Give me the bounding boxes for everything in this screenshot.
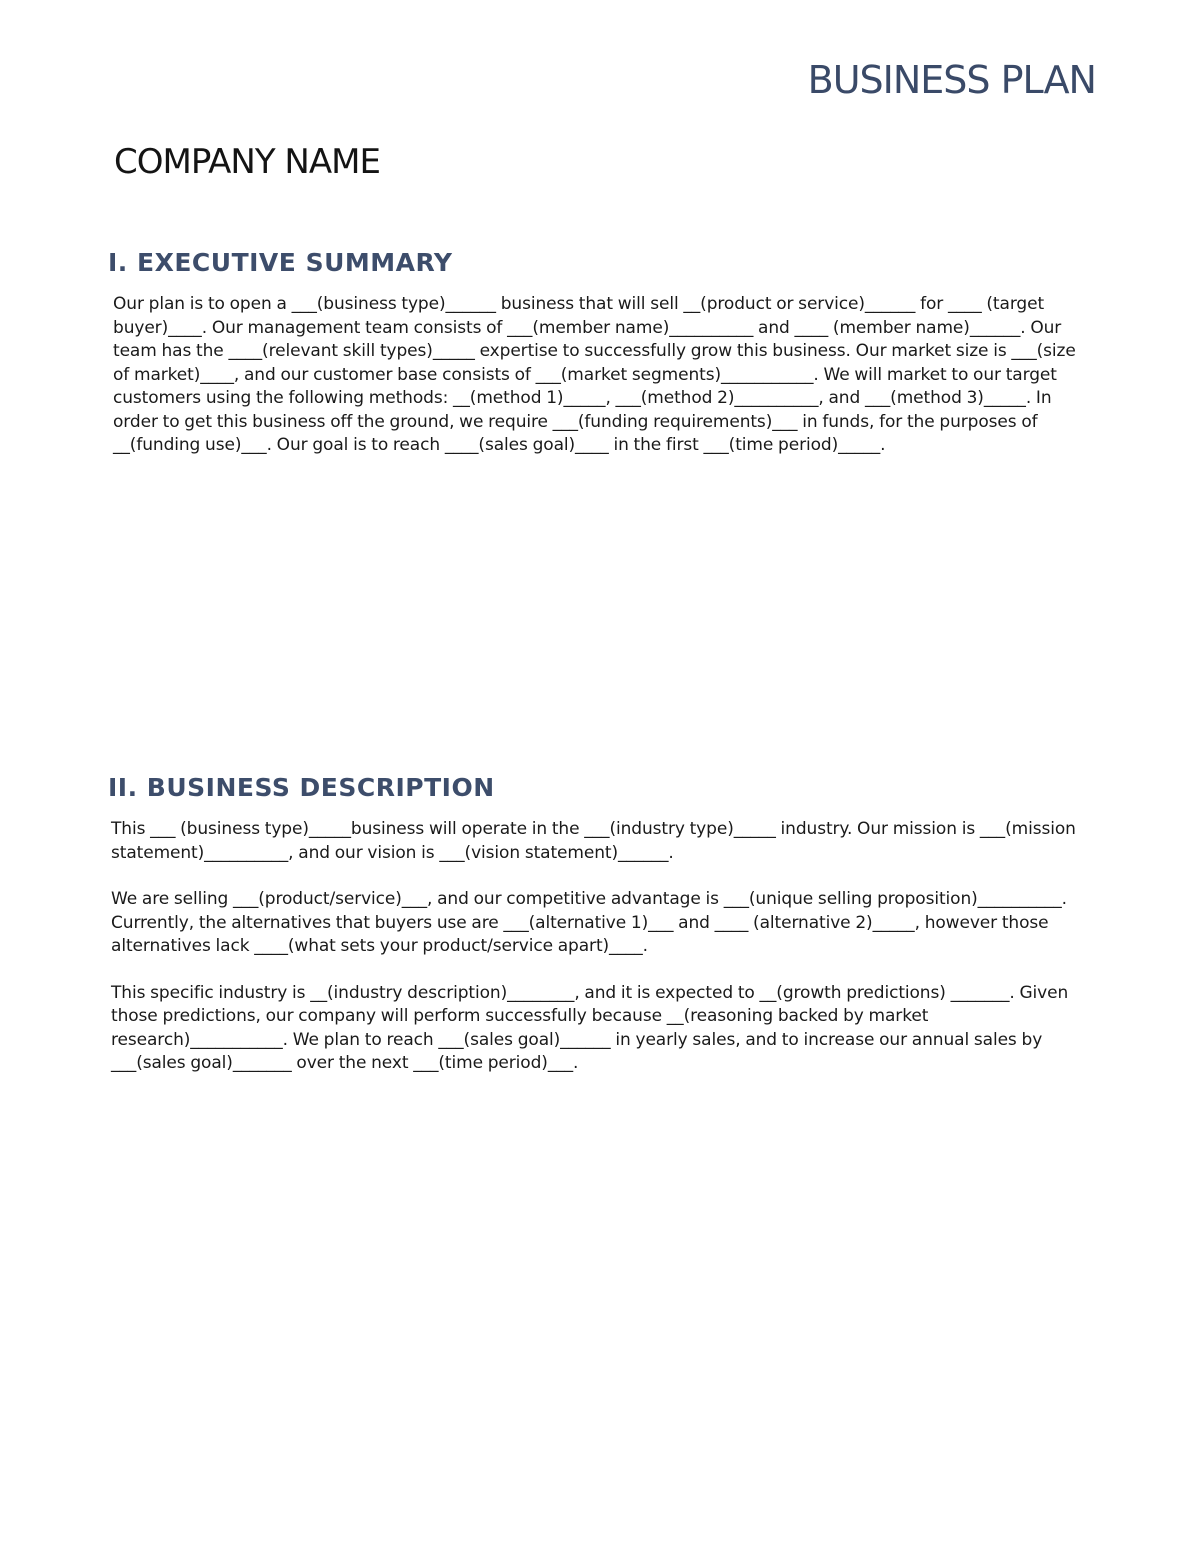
business-description-heading: II. BUSINESS DESCRIPTION [108,773,495,802]
executive-summary-heading: I. EXECUTIVE SUMMARY [108,248,453,277]
business-description-paragraph-1: This ___ (business type)_____business will operate in the ___(industry type)_____ industry. Our mission is ___(mission statement)__________, and our vision is ___(vision statement)______. [111,819,1076,863]
business-description-paragraph-2: We are selling ___(product/service)___, and our competitive advantage is ___(unique selling proposition)__________. Currently, the alternatives that buyers use are ___(alternative 1)___ and ____ (alternative 2)_____, however those alternatives lack ____(what sets your product/service apart)____. [111,889,1067,956]
company-name: COMPANY NAME [114,142,380,182]
executive-summary-section [108,248,1092,481]
business-description-paragraph-3: This specific industry is __(industry description)________, and it is expected to __(growth predictions) _______. Given those predictions, our company will perform successfully because __(reasoning backed by market research)___________. We plan to reach ___(sales goal)______ in yearly sales, and to increase our annual sales by ___(sales goal)_______ over the next ___(time period)___. [111,982,1069,1073]
document-title: BUSINESS PLAN [807,58,1096,102]
executive-summary-paragraph: Our plan is to open a ___(business type)______ business that will sell __(product or service)______ for ____ (target buyer)____. Our management team consists of ___(member name)__________ and ____ (member name)______. Our team has the ____(relevant skill types)_____ expertise to successfully grow this business. Our market size is ___(size of market)____, and our customer base consists of ___(market segments)___________. We will market to our target customers using the following methods: __(method 1)_____, ___(method 2)__________, and ___(method 3)_____. In order to get this business off the ground, we require ___(funding requirements)___ in funds, for the purposes of __(funding use)___. Our goal is to reach ____(sales goal)____ in the first ___(time period)_____. [113,294,1076,455]
business-description-section [108,773,1092,1099]
